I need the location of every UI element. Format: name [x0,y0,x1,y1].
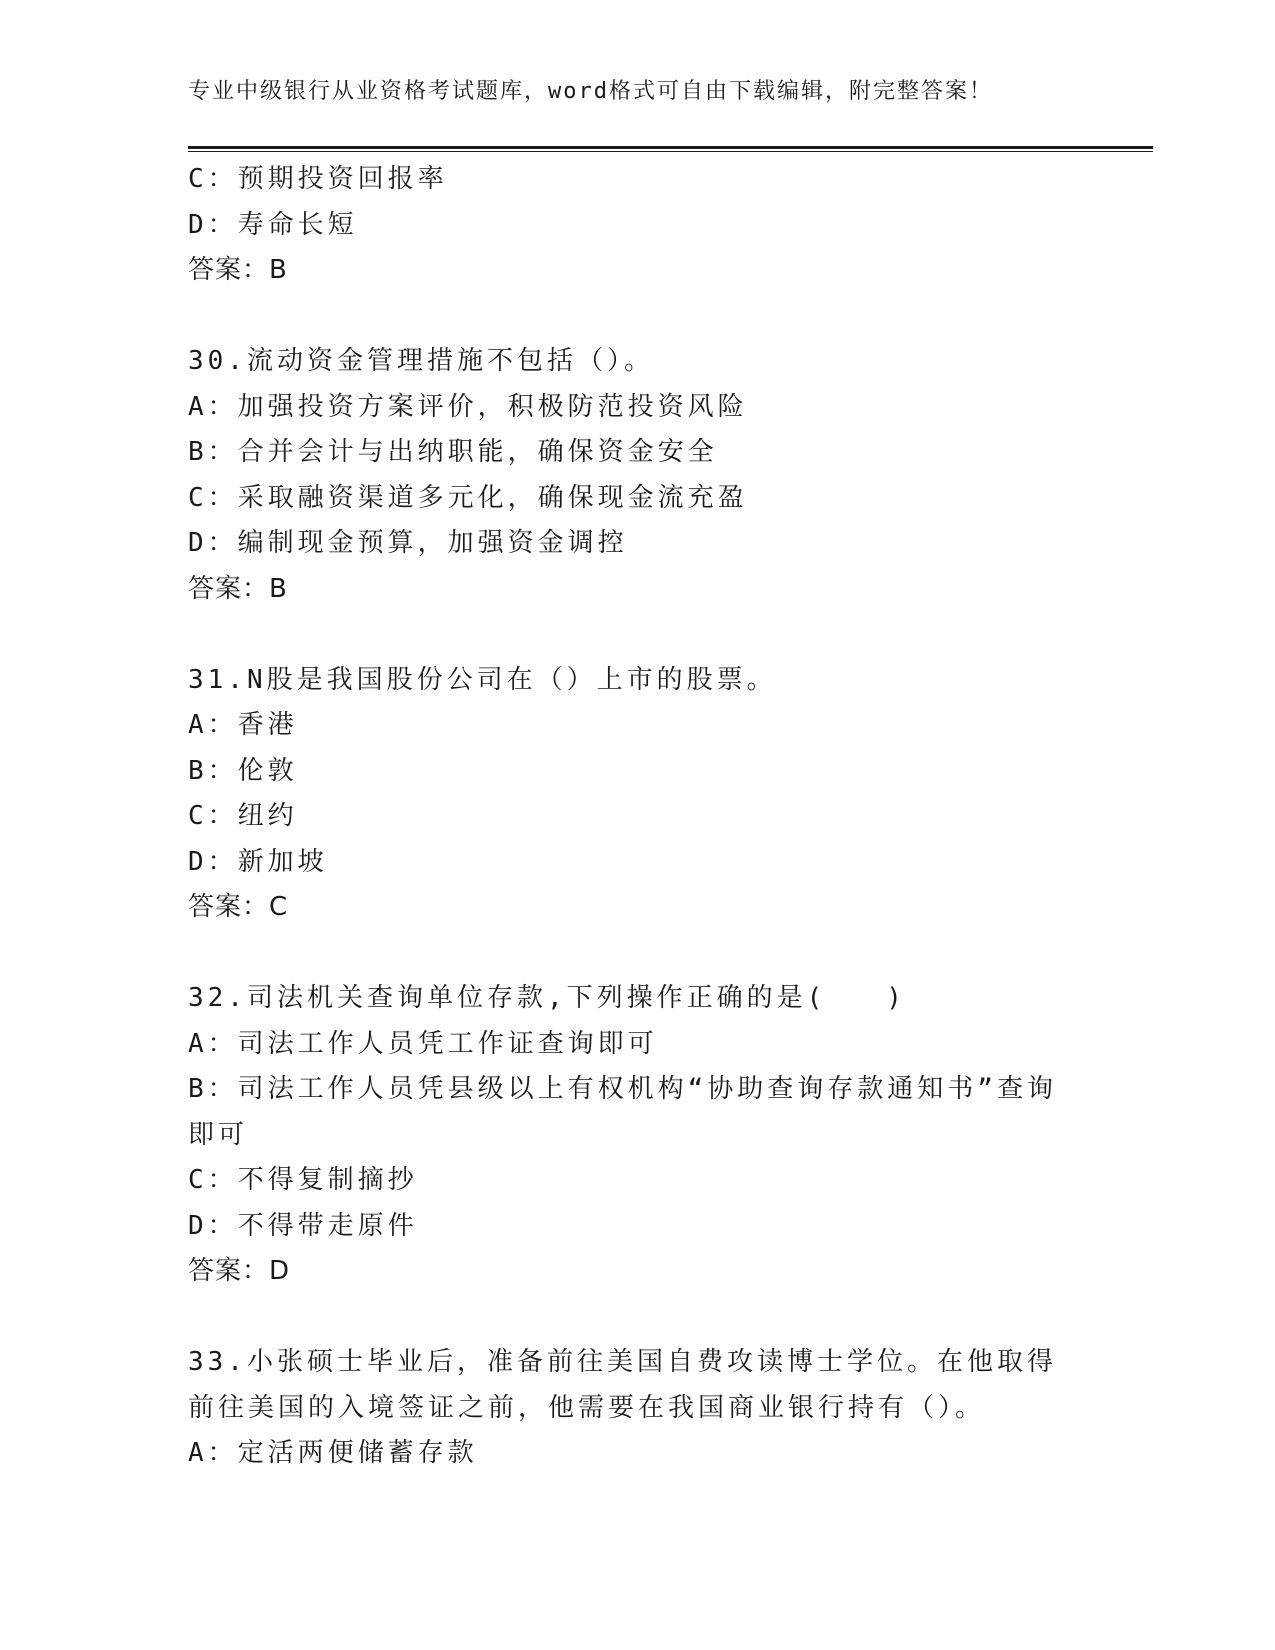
question-stem: 30.流动资金管理措施不包括（）。 [188,346,654,376]
spacer [188,931,1078,977]
option-d: D：不得带走原件 [188,1210,418,1241]
option-d: D：编制现金预算，加强资金调控 [188,528,628,558]
option-a: A：司法工作人员凭工作证查询即可 [188,1028,658,1059]
question-continued [188,157,1078,294]
answer-line: 答案：B [188,255,288,285]
question-30 [188,339,1078,612]
answer-line: 答案：D [188,1256,291,1286]
question-stem: 32.司法机关查询单位存款,下列操作正确的是( ) [188,983,906,1013]
document-body [188,157,1078,1477]
option-d: D：寿命长短 [188,209,358,240]
answer-line: 答案：C [188,892,289,922]
question-33 [188,1340,1078,1477]
option-a: A：定活两便储蓄存款 [188,1438,478,1468]
answer-line: 答案：B [188,573,288,604]
option-d: D：新加坡 [188,846,328,877]
option-c: C：纽约 [188,801,298,831]
option-b: B：伦敦 [188,755,298,786]
page-header: 专业中级银行从业资格考试题库，word格式可自由下载编辑，附完整答案！ [188,79,993,104]
question-stem: 33.小张硕士毕业后，准备前往美国自费攻读博士学位。在他取得前往美国的入境签证之前，他需要在我国商业银行持有（）。 [188,1347,1057,1423]
spacer [188,294,1078,340]
spacer [188,612,1078,658]
option-a: A：加强投资方案评价，积极防范投资风险 [188,391,748,422]
question-32 [188,976,1078,1295]
header-rule-thin [188,151,1153,152]
option-c: C：预期投资回报率 [188,164,448,194]
question-stem: 31.N股是我国股份公司在（）上市的股票。 [188,664,777,695]
question-31 [188,658,1078,931]
option-c: C：不得复制摘抄 [188,1165,418,1195]
option-b: B：司法工作人员凭县级以上有权机构“协助查询存款通知书”查询即可 [188,1074,1057,1150]
option-b: B：合并会计与出纳职能，确保资金安全 [188,437,718,467]
option-a: A：香港 [188,710,298,740]
header-rule-thick [188,146,1153,149]
spacer [188,1295,1078,1341]
option-c: C：采取融资渠道多元化，确保现金流充盈 [188,482,748,513]
